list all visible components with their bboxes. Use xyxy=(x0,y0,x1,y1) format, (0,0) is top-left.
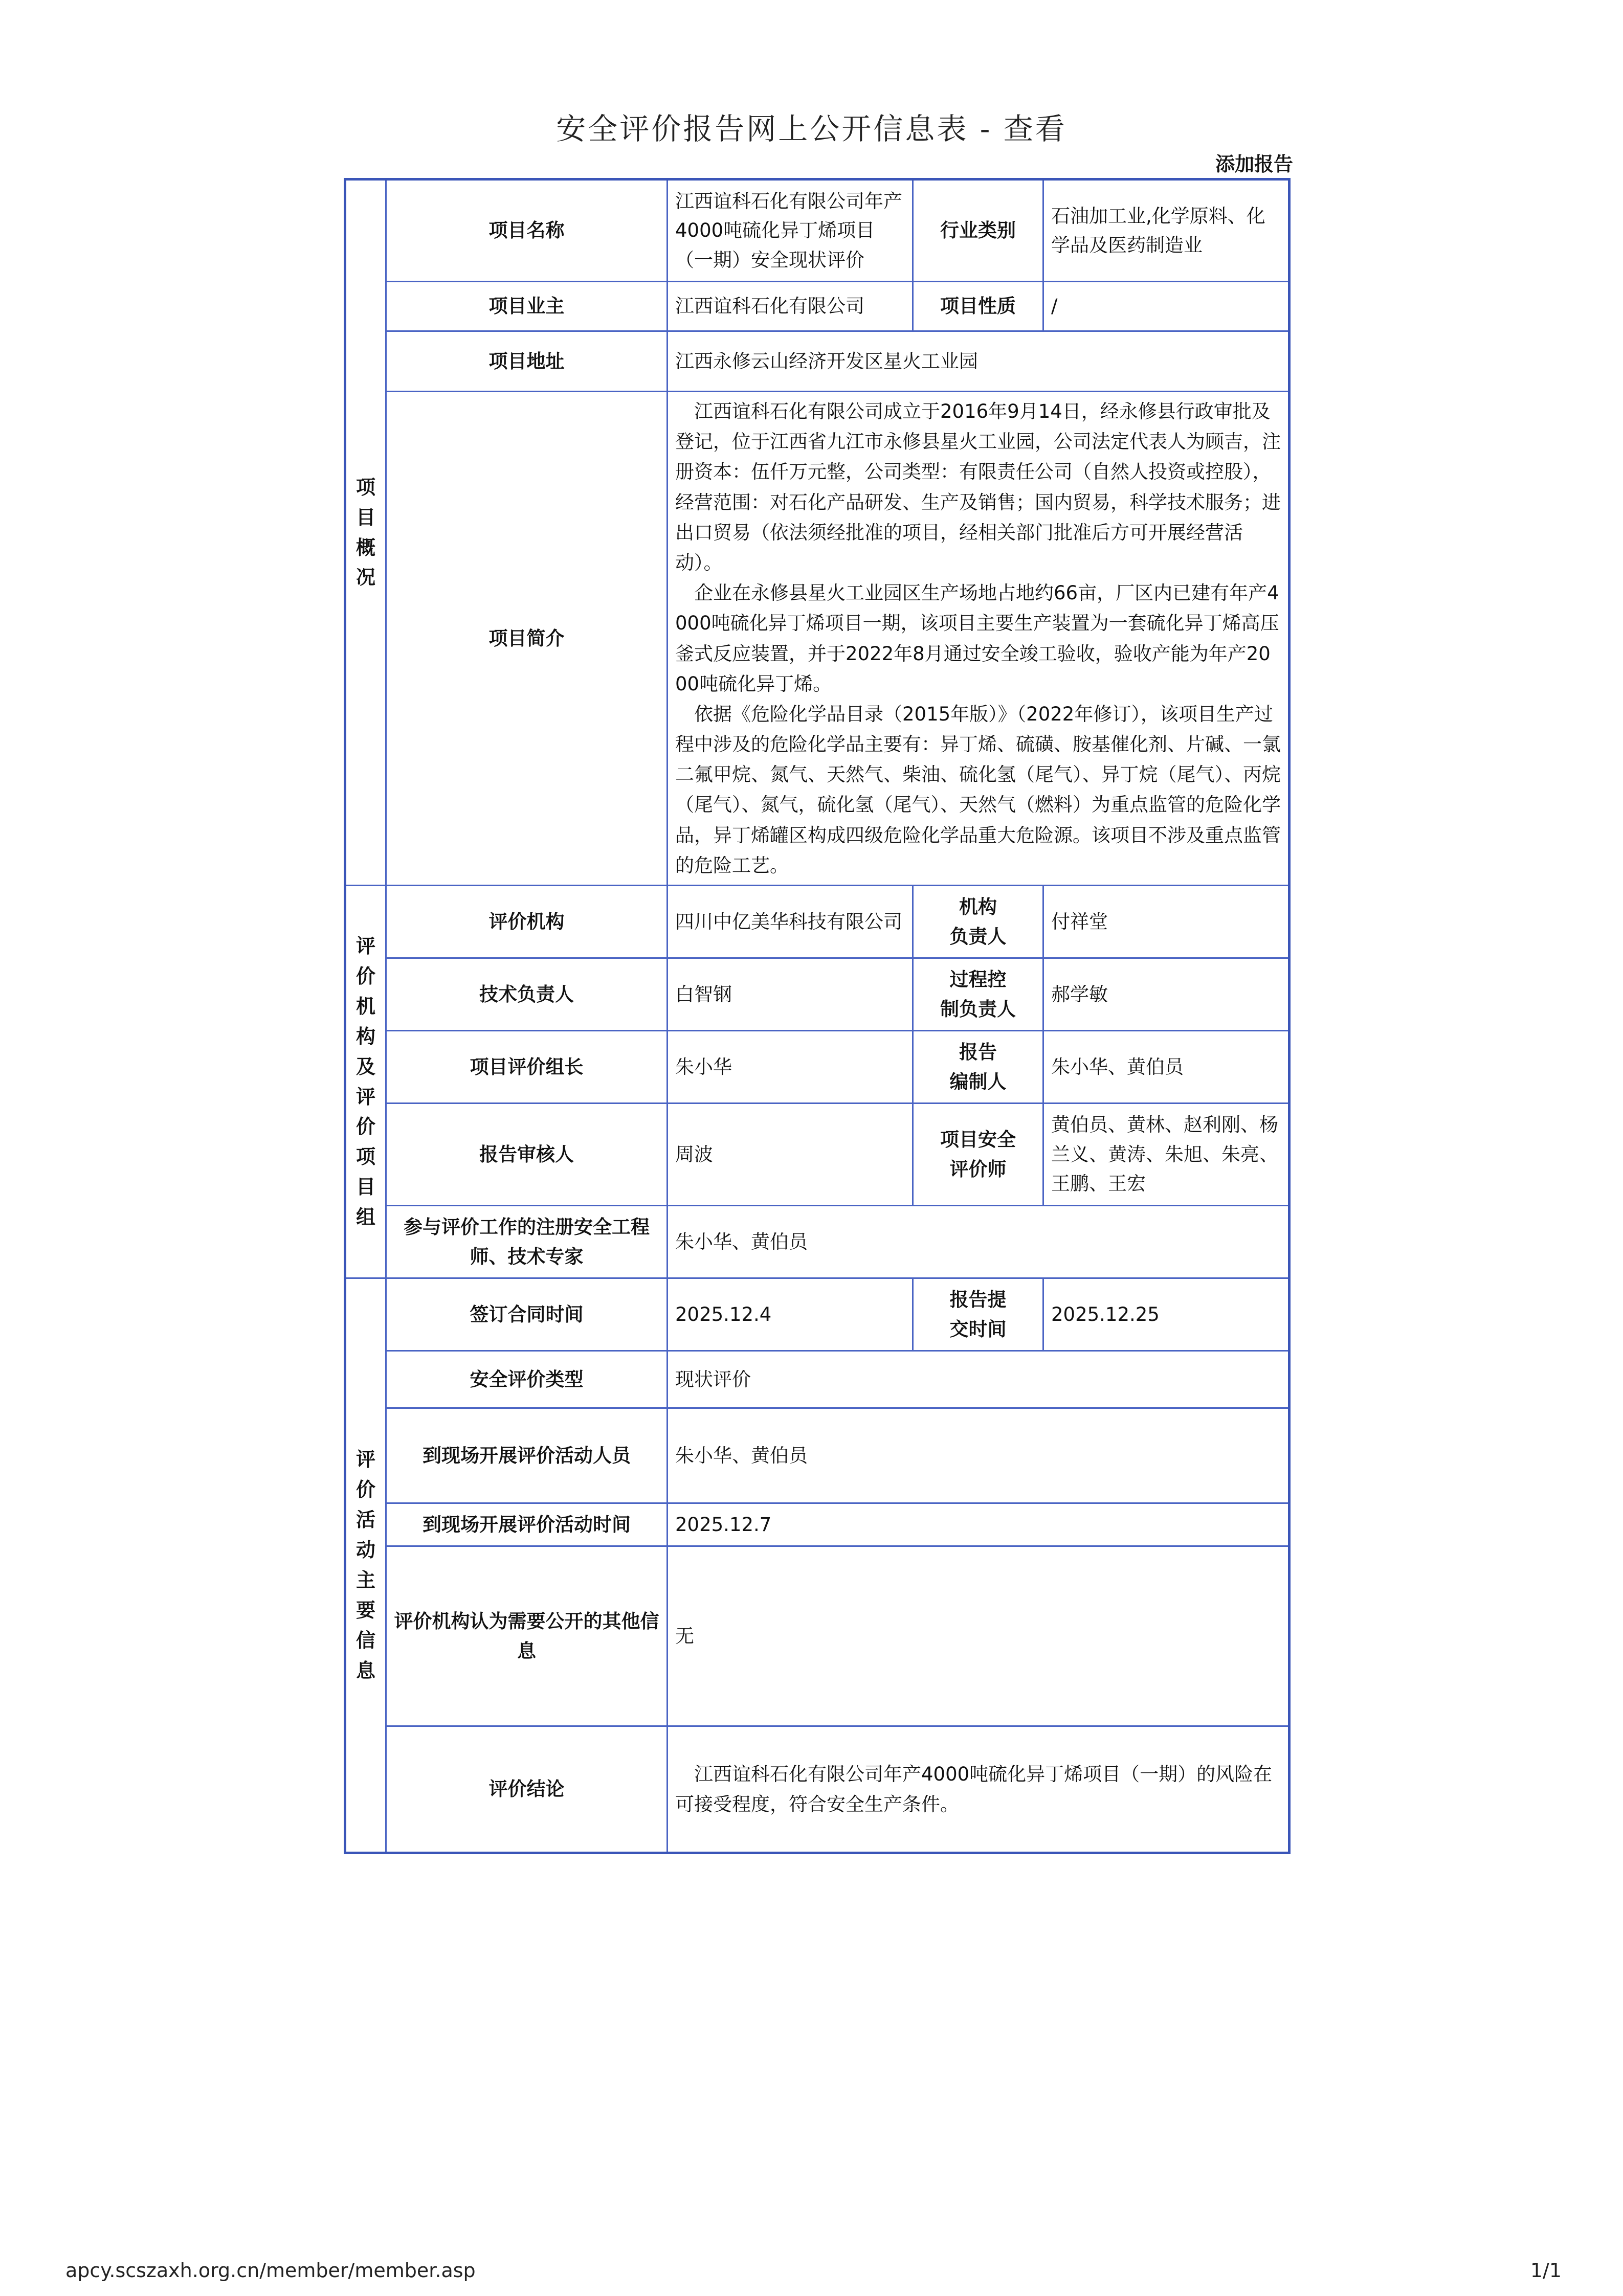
onsite-time-label: 到现场开展评价活动时间 xyxy=(386,1503,668,1546)
page-title: 安全评价报告网上公开信息表 - 查看 xyxy=(556,111,1067,146)
process-head-label: 过程控 制负责人 xyxy=(913,958,1043,1031)
contract-label: 签订合同时间 xyxy=(386,1278,668,1351)
conclusion-label: 评价结论 xyxy=(386,1726,668,1853)
process-head-value: 郝学敏 xyxy=(1043,958,1289,1031)
onsite-staff-label: 到现场开展评价活动人员 xyxy=(386,1408,668,1503)
report-author-label: 报告 编制人 xyxy=(913,1031,1043,1104)
intro-paragraph: 依据《危险化学品目录（2015年版）》（2022年修订），该项目生产过程中涉及的危险化学品主要有：异丁烯、硫磺、胺基催化剂、片碱、一氯二氟甲烷、氮气、天然气、柴油、硫化氢（尾气）、异丁烷（尾气）、丙烷（尾气）、氮气，硫化氢（尾气）、天然气（燃料）为重点监管的危险化学品，异丁烯罐区构成四级危险化学品重大危险源。该项目不涉及重点监管的危险工艺。 xyxy=(675,703,1281,876)
info-table xyxy=(344,178,1291,1854)
owner-value: 江西谊科石化有限公司 xyxy=(668,282,913,331)
address-label: 项目地址 xyxy=(386,331,668,392)
engineers-label: 参与评价工作的注册安全工程师、技术专家 xyxy=(386,1206,668,1278)
org-head-label: 机构 负责人 xyxy=(913,886,1043,958)
conclusion-value xyxy=(668,1726,1289,1853)
evaluators-value: 黄伯员、黄林、赵利刚、杨兰义、黄涛、朱旭、朱亮、王鹏、王宏 xyxy=(1043,1104,1289,1206)
onsite-time-value: 2025.12.7 xyxy=(668,1503,1289,1546)
footer-page-number: 1/1 xyxy=(1530,2259,1562,2282)
intro-paragraph: 江西谊科石化有限公司成立于2016年9月14日，经永修县行政审批及登记，位于江西省九江市永修县星火工业园，公司法定代表人为顾吉，注册资本：伍仟万元整，公司类型：有限责任公司（自然人投资或控股），经营范围：对石化产品研发、生产及销售；国内贸易，科学技术服务；进出口贸易（依法须经批准的项目，经相关部门批准后方可开展经营活动）。 xyxy=(675,400,1281,574)
group-activity-label: 评 价 活 动 主 要 信 息 xyxy=(355,1448,375,1682)
group-overview-label: 项 目 概 况 xyxy=(355,476,375,589)
org-label: 评价机构 xyxy=(386,886,668,958)
tech-head-value: 白智钢 xyxy=(668,958,913,1031)
tech-head-label: 技术负责人 xyxy=(386,958,668,1031)
team-leader-label: 项目评价组长 xyxy=(386,1031,668,1104)
reviewer-label: 报告审核人 xyxy=(386,1104,668,1206)
eval-type-value: 现状评价 xyxy=(668,1351,1289,1408)
intro-value xyxy=(668,392,1289,886)
submit-label: 报告提 交时间 xyxy=(913,1278,1043,1351)
evaluators-label: 项目安全 评价师 xyxy=(913,1104,1043,1206)
org-head-value: 付祥堂 xyxy=(1043,886,1289,958)
group-overview xyxy=(345,179,386,886)
report-author-value: 朱小华、黄伯员 xyxy=(1043,1031,1289,1104)
intro-label: 项目简介 xyxy=(386,392,668,886)
onsite-staff-value: 朱小华、黄伯员 xyxy=(668,1408,1289,1503)
contract-value: 2025.12.4 xyxy=(668,1278,913,1351)
add-report-link[interactable]: 添加报告 xyxy=(1215,153,1293,175)
intro-paragraph: 企业在永修县星火工业园区生产场地占地约66亩，厂区内已建有年产4000吨硫化异丁烯项目一期，该项目主要生产装置为一套硫化异丁烯高压釜式反应装置，并于2022年8月通过安全竣工验收，验收产能为年产2000吨硫化异丁烯。 xyxy=(675,582,1279,695)
other-info-label: 评价机构认为需要公开的其他信息 xyxy=(386,1546,668,1726)
conclusion-text: 江西谊科石化有限公司年产4000吨硫化异丁烯项目（一期）的风险在可接受程度，符合安全生产条件。 xyxy=(675,1763,1273,1815)
nature-value: / xyxy=(1043,282,1289,331)
other-info-value: 无 xyxy=(668,1546,1289,1726)
group-activity xyxy=(345,1278,386,1853)
reviewer-value: 周波 xyxy=(668,1104,913,1206)
project-name-value: 江西谊科石化有限公司年产4000吨硫化异丁烯项目（一期）安全现状评价 xyxy=(668,179,913,282)
industry-value: 石油加工业,化学原料、化学品及医药制造业 xyxy=(1043,179,1289,282)
project-name-label: 项目名称 xyxy=(386,179,668,282)
nature-label: 项目性质 xyxy=(913,282,1043,331)
owner-label: 项目业主 xyxy=(386,282,668,331)
engineers-value: 朱小华、黄伯员 xyxy=(668,1206,1289,1278)
group-agency xyxy=(345,886,386,1278)
footer-url: apcy.scszaxh.org.cn/member/member.asp xyxy=(65,2259,476,2282)
eval-type-label: 安全评价类型 xyxy=(386,1351,668,1408)
team-leader-value: 朱小华 xyxy=(668,1031,913,1104)
address-value: 江西永修云山经济开发区星火工业园 xyxy=(668,331,1289,392)
org-value: 四川中亿美华科技有限公司 xyxy=(668,886,913,958)
group-agency-label: 评 价 机 构 及 评 价 项 目 组 xyxy=(355,935,375,1229)
submit-value: 2025.12.25 xyxy=(1043,1278,1289,1351)
industry-label: 行业类别 xyxy=(913,179,1043,282)
